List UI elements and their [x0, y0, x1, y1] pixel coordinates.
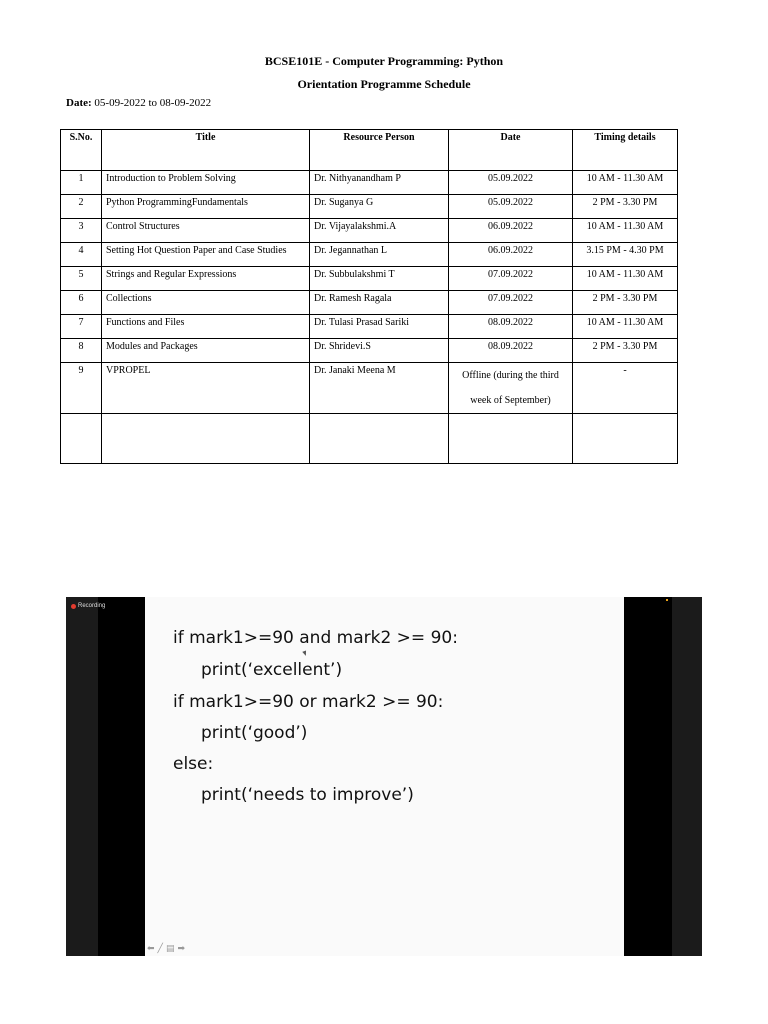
cell-sno: 3	[61, 219, 102, 243]
pen-icon[interactable]: ╱	[157, 944, 163, 954]
header-title: Title	[102, 130, 310, 171]
cell-sno: 9	[61, 363, 102, 414]
cell-person: Dr. Vijayalakshmi.A	[310, 219, 449, 243]
table-row	[61, 195, 678, 219]
cell-date: 05.09.2022	[449, 195, 573, 219]
header-date: Date	[449, 130, 573, 171]
cell-title: Python ProgrammingFundamentals	[102, 195, 310, 219]
cell-title: Setting Hot Question Paper and Case Studies	[102, 243, 310, 267]
table-row	[61, 267, 678, 291]
cell-sno: 1	[61, 171, 102, 195]
record-dot-icon	[71, 604, 76, 609]
table-row	[61, 219, 678, 243]
code-line: print(‘needs to improve’)	[201, 785, 414, 805]
header-resource-person: Resource Person	[310, 130, 449, 171]
cell-person: Dr. Shridevi.S	[310, 339, 449, 363]
right-black-panel	[624, 597, 672, 956]
cell-date: 05.09.2022	[449, 171, 573, 195]
cell-title: Modules and Packages	[102, 339, 310, 363]
cell-sno: 6	[61, 291, 102, 315]
recording-label: Recording	[78, 603, 106, 609]
cell-person: Dr. Janaki Meena M	[310, 363, 449, 414]
cell-timing: 2 PM - 3.30 PM	[573, 291, 678, 315]
cell-person: Dr. Suganya G	[310, 195, 449, 219]
cell-date: Offline (during the third week of September)	[449, 363, 573, 414]
cell-timing: 2 PM - 3.30 PM	[573, 195, 678, 219]
cell-sno: 4	[61, 243, 102, 267]
date-range	[66, 97, 211, 109]
cell-timing: 10 AM - 11.30 AM	[573, 267, 678, 291]
code-line: print(‘excellent’)	[201, 660, 343, 680]
table-row-empty	[61, 414, 678, 464]
cell-date: 08.09.2022	[449, 315, 573, 339]
cell-date: 08.09.2022	[449, 339, 573, 363]
cell-date: 07.09.2022	[449, 291, 573, 315]
table-row	[61, 243, 678, 267]
right-dark-panel	[672, 597, 702, 956]
code-line: if mark1>=90 or mark2 >= 90:	[173, 692, 444, 712]
slide-toolbar	[147, 945, 185, 954]
table-header-row	[61, 130, 678, 171]
cell-title: Collections	[102, 291, 310, 315]
table-row	[61, 315, 678, 339]
table-row	[61, 339, 678, 363]
status-dot-icon	[666, 599, 668, 601]
cell-empty	[449, 414, 573, 464]
header-sno: S.No.	[61, 130, 102, 171]
cell-person: Dr. Subbulakshmi T	[310, 267, 449, 291]
cell-sno: 8	[61, 339, 102, 363]
cell-timing: 10 AM - 11.30 AM	[573, 219, 678, 243]
cell-title: Strings and Regular Expressions	[102, 267, 310, 291]
schedule-table	[60, 129, 678, 464]
cell-title: Functions and Files	[102, 315, 310, 339]
left-dark-panel	[66, 597, 98, 956]
cell-title: VPROPEL	[102, 363, 310, 414]
date-value: 05-09-2022 to 08-09-2022	[94, 97, 212, 109]
cell-person: Dr. Ramesh Ragala	[310, 291, 449, 315]
code-line: if mark1>=90 and mark2 >= 90:	[173, 628, 458, 648]
recording-indicator	[71, 603, 105, 609]
mouse-cursor-icon	[302, 650, 307, 656]
document-title: BCSE101E - Computer Programming: Python	[264, 54, 504, 68]
header-timing: Timing details	[573, 130, 678, 171]
cell-person: Dr. Tulasi Prasad Sariki	[310, 315, 449, 339]
cell-person: Dr. Nithyanandham P	[310, 171, 449, 195]
document-subtitle: Orientation Programme Schedule	[297, 77, 471, 91]
cell-timing: 10 AM - 11.30 AM	[573, 315, 678, 339]
cell-person: Dr. Jegannathan L	[310, 243, 449, 267]
table-row	[61, 363, 678, 414]
table-row	[61, 171, 678, 195]
cell-date: 07.09.2022	[449, 267, 573, 291]
date-label: Date:	[66, 97, 92, 109]
cell-timing: 3.15 PM - 4.30 PM	[573, 243, 678, 267]
video-screenshot	[66, 597, 702, 956]
cell-empty	[573, 414, 678, 464]
cell-timing: 10 AM - 11.30 AM	[573, 171, 678, 195]
cell-sno: 2	[61, 195, 102, 219]
cell-date: 06.09.2022	[449, 219, 573, 243]
left-black-panel	[98, 597, 145, 956]
cell-title: Introduction to Problem Solving	[102, 171, 310, 195]
table-row	[61, 291, 678, 315]
code-line: else:	[173, 754, 214, 774]
cell-sno: 7	[61, 315, 102, 339]
cell-timing: -	[573, 363, 678, 414]
cell-empty	[61, 414, 102, 464]
cell-empty	[310, 414, 449, 464]
arrow-right-icon[interactable]: ➡	[177, 944, 186, 954]
cell-title: Control Structures	[102, 219, 310, 243]
cell-date: 06.09.2022	[449, 243, 573, 267]
cell-timing: 2 PM - 3.30 PM	[573, 339, 678, 363]
comment-icon[interactable]: ▤	[165, 944, 175, 954]
cell-sno: 5	[61, 267, 102, 291]
code-line: print(‘good’)	[201, 723, 308, 743]
cell-empty	[102, 414, 310, 464]
arrow-left-icon[interactable]: ⬅	[147, 944, 155, 954]
